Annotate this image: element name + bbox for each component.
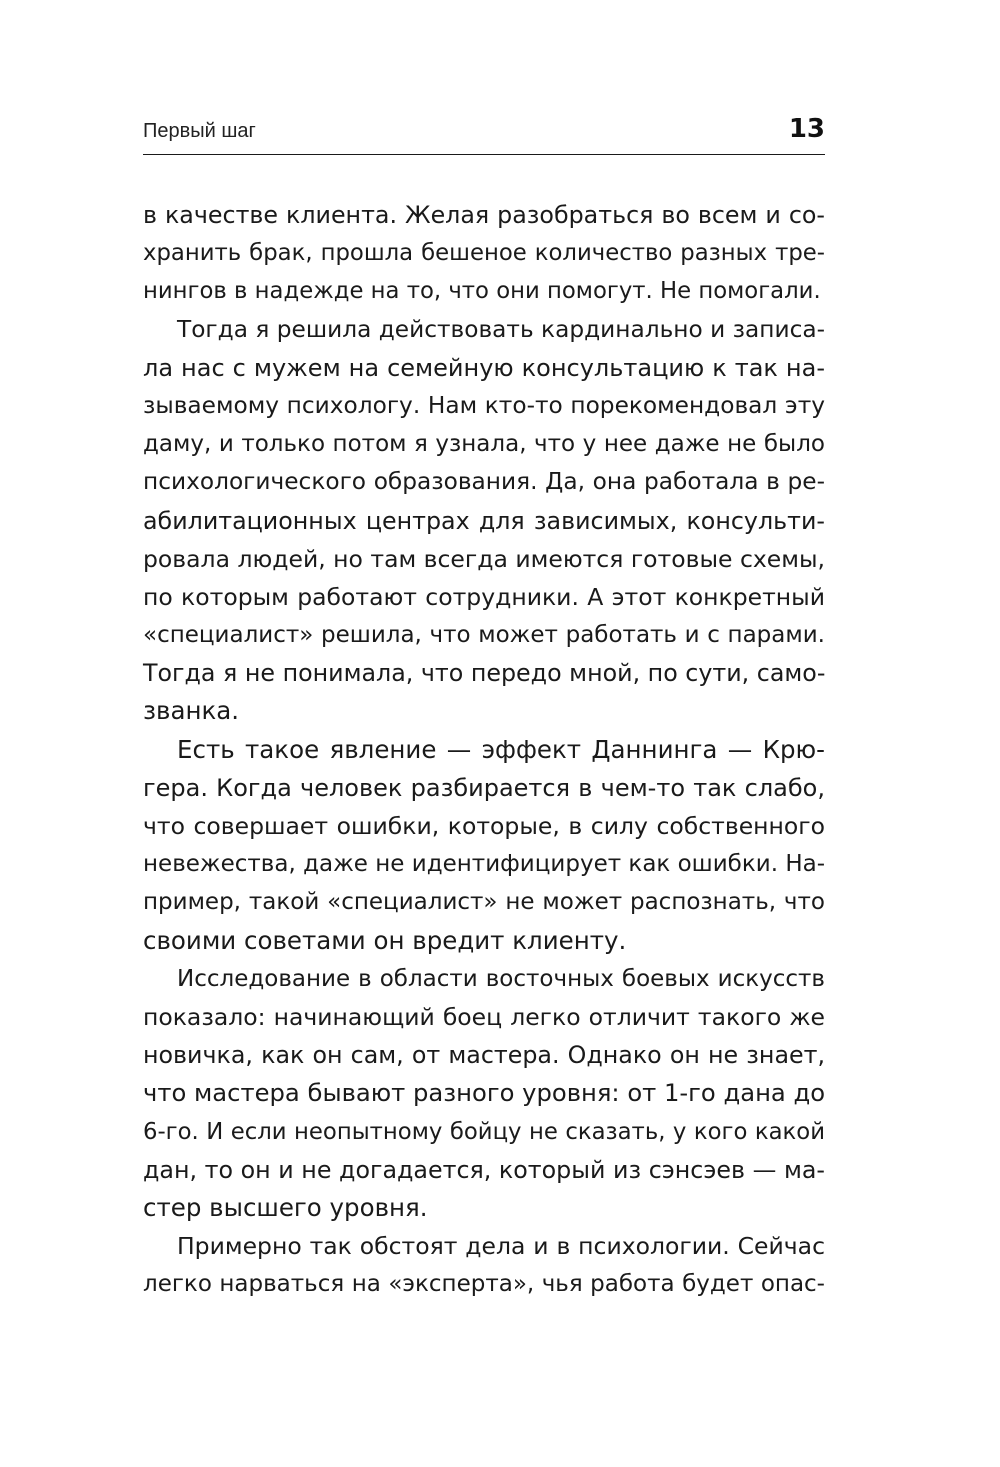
text-line: Исследование в области восточных боевых искусств xyxy=(177,965,825,992)
text-line: «специалист» решила, что может работать и с парами. xyxy=(143,622,825,649)
text-line: легко нарваться на «эксперта», чья работа будет опас- xyxy=(143,1271,825,1298)
text-line: зываемому психологу. Нам кто-то порекомендовал эту xyxy=(143,391,825,419)
text-line: нингов в надежде на то, что они помогут. Не помогали. xyxy=(143,278,821,305)
text-line: ла нас с мужем на семейную консультацию к так на- xyxy=(143,353,825,382)
text-line: стер высшего уровня. xyxy=(143,1192,428,1222)
page-number: 13 xyxy=(788,114,825,144)
text-line: дан, то он и не догадается, который из сэнсэев — ма- xyxy=(143,1155,825,1184)
text-line: новичка, как он сам, от мастера. Однако он не знает, xyxy=(143,1041,825,1070)
text-line: Тогда я не понимала, что передо мной, по сути, само- xyxy=(143,659,826,688)
text-line: званка. xyxy=(143,696,240,726)
text-line: гера. Когда человек разбирается в чем-то так слабо, xyxy=(143,773,825,802)
text-line: 6-го. И если неопытному бойцу не сказать, у кого какой xyxy=(143,1118,825,1145)
text-line: Тогда я решила действовать кардинально и записа- xyxy=(177,315,825,343)
text-line: Примерно так обстоят дела и в психологии. Сейчас xyxy=(177,1232,825,1261)
text-line: хранить брак, прошла бешеное количество разных тре- xyxy=(143,240,825,267)
chapter-title: Первый шаг xyxy=(143,120,256,142)
text-line: показало: начинающий боец легко отличит такого же xyxy=(143,1002,825,1031)
text-line: Есть такое явление — эффект Даннинга — Крю- xyxy=(177,734,825,764)
text-line: что совершает ошибки, которые, в силу собственного xyxy=(143,812,825,840)
text-line: психологического образования. Да, она работала в ре- xyxy=(143,468,825,496)
text-line: по которым работают сотрудники. А этот конкретный xyxy=(143,582,825,611)
running-header xyxy=(143,112,825,155)
text-line: своими советами он вредит клиенту. xyxy=(143,925,627,955)
text-line: невежества, даже не идентифицирует как ошибки. На- xyxy=(143,851,826,878)
text-line: ровала людей, но там всегда имеются готовые схемы, xyxy=(143,544,825,573)
text-line: в качестве клиента. Желая разобраться во всем и со- xyxy=(143,201,825,229)
body-text xyxy=(143,196,825,1303)
text-line: даму, и только потом я узнала, что у нее даже не было xyxy=(143,431,825,458)
text-line: что мастера бывают разного уровня: от 1-го дана до xyxy=(143,1078,826,1108)
text-line: пример, такой «специалист» не может распознать, что xyxy=(143,889,825,916)
text-line: абилитационных центрах для зависимых, консульти- xyxy=(143,506,825,535)
